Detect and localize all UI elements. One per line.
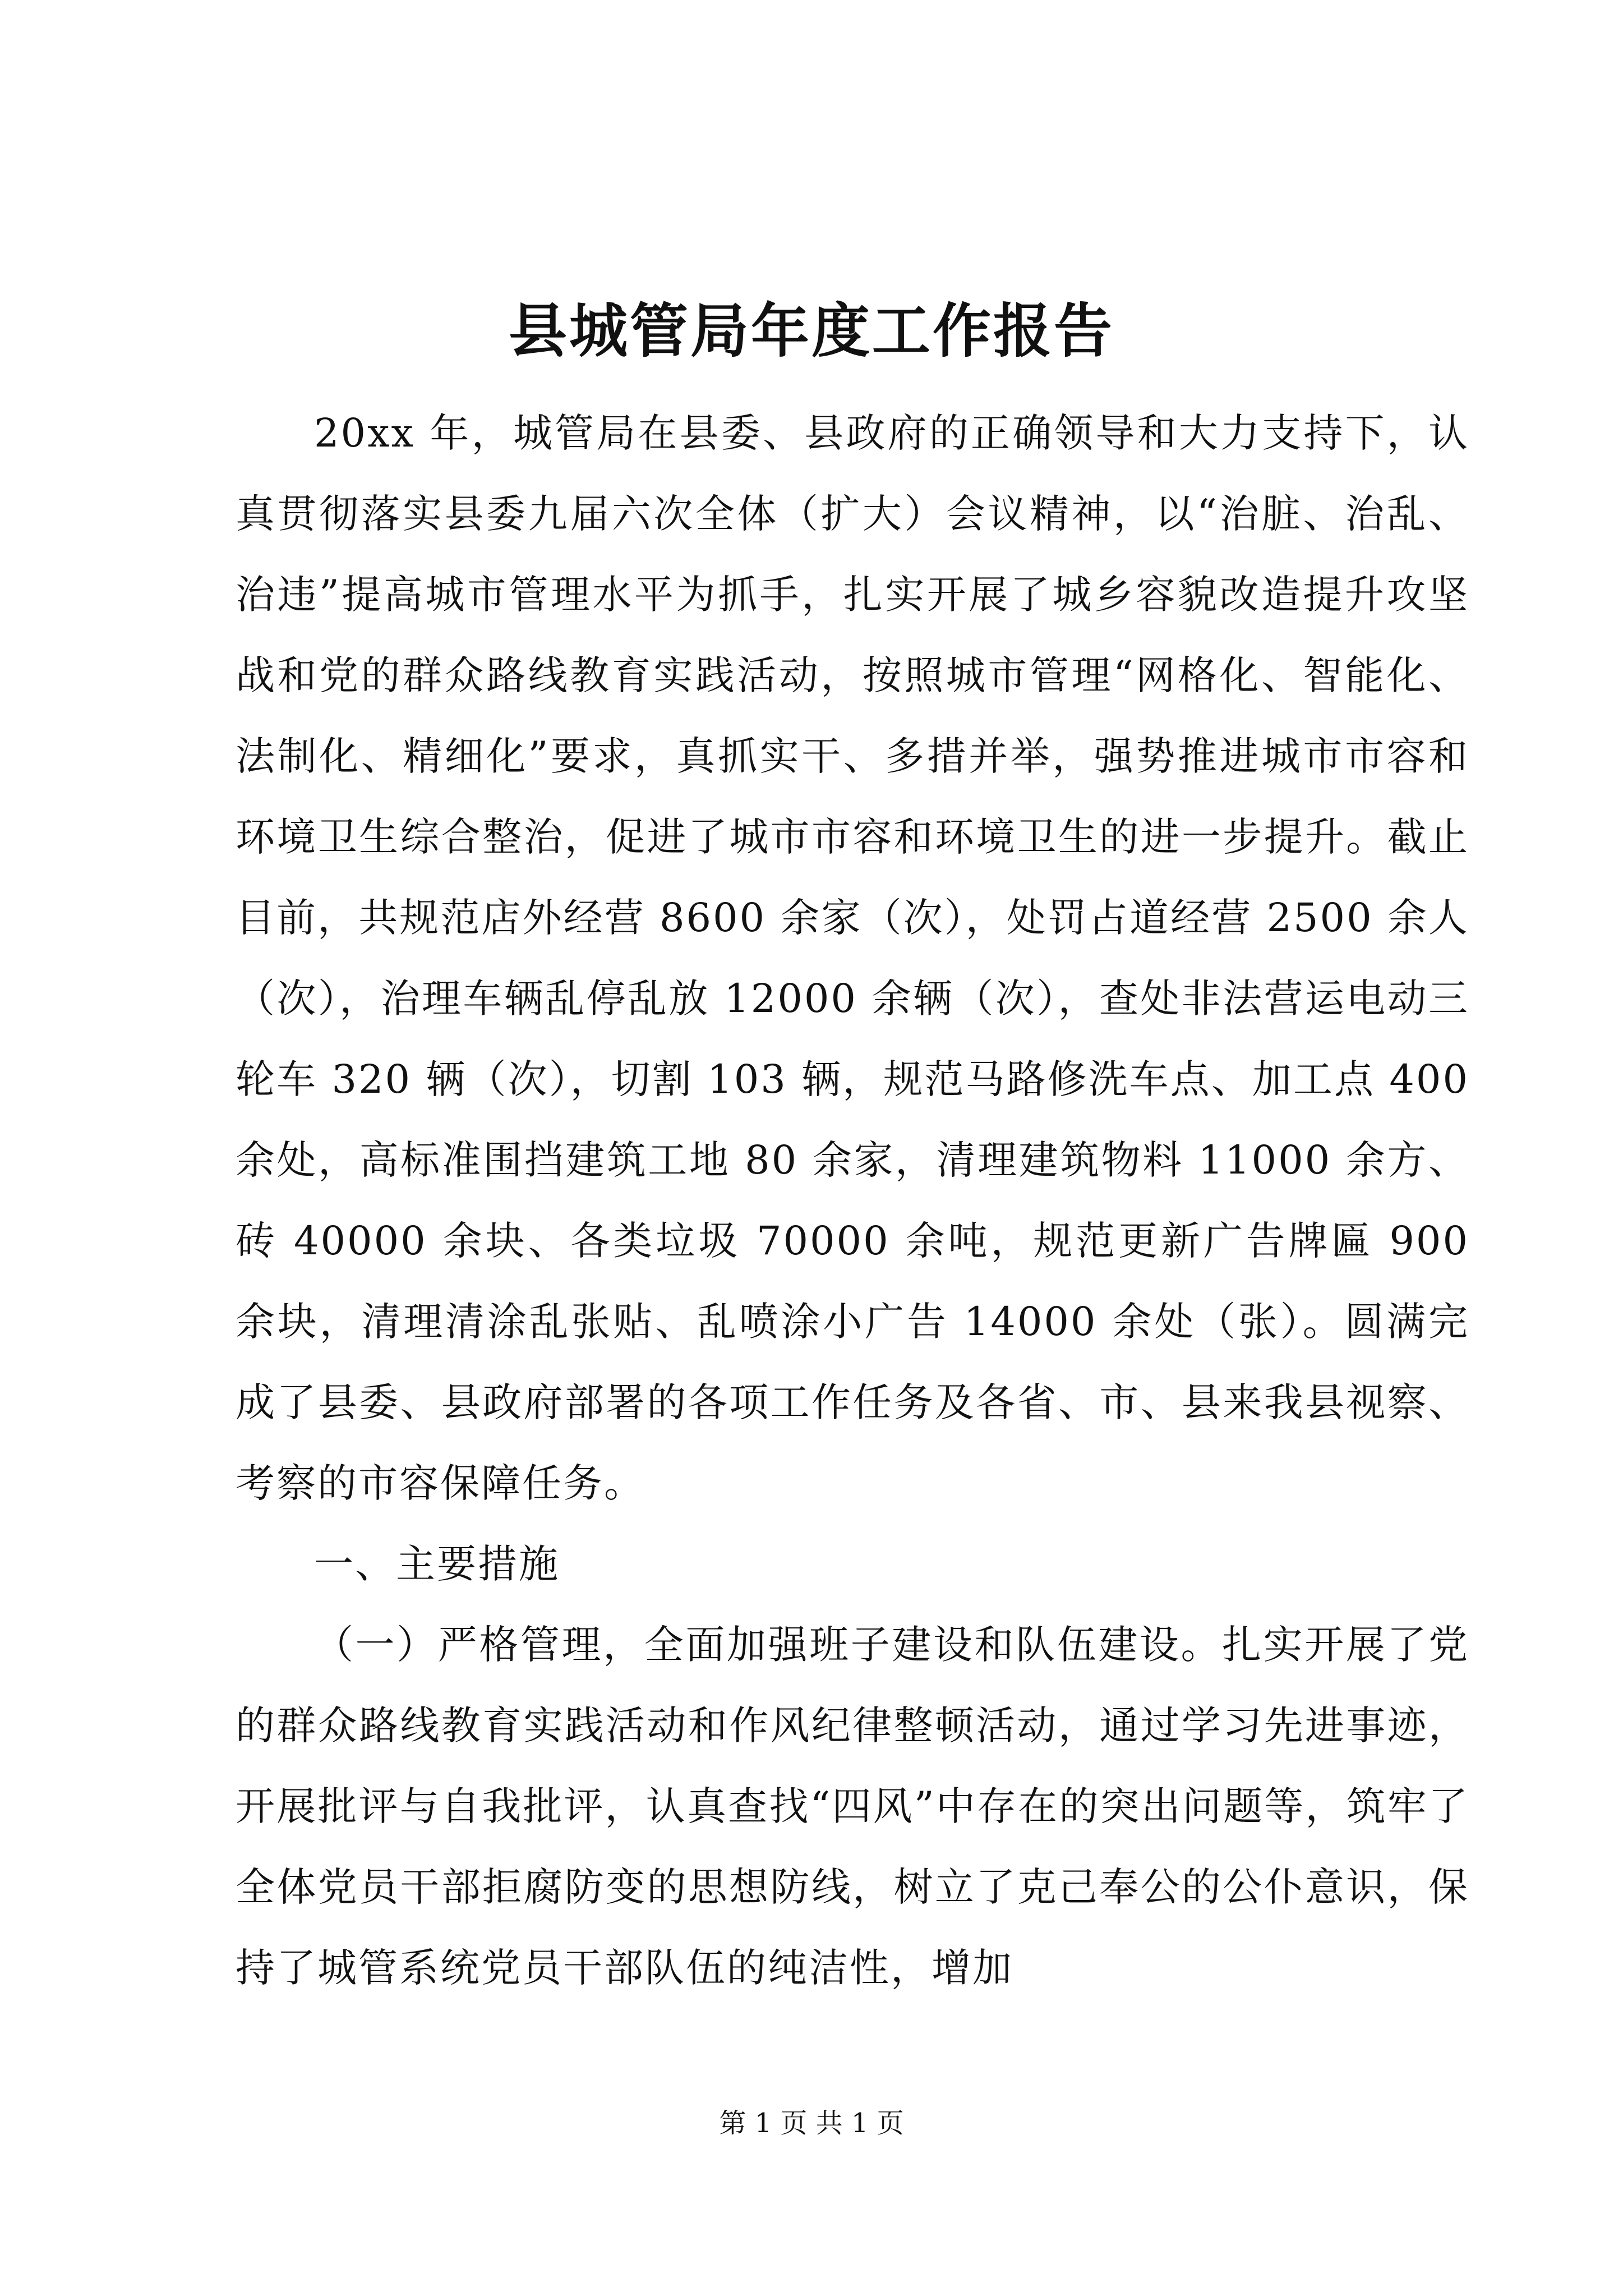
document-body: [236, 393, 1469, 2008]
document-title: 县城管局年度工作报告: [508, 296, 1114, 365]
body-paragraph-intro: 20xx 年，城管局在县委、县政府的正确领导和大力支持下，认真贯彻落实县委九届六次全体（扩大）会议精神，以“治脏、治乱、治违”提高城市管理水平为抓手，扎实开展了城乡容貌改造提升攻坚战和党的群众路线教育实践活动，按照城市管理“网格化、智能化、法制化、精细化”要求，真抓实干、多措并举，强势推进城市市容和环境卫生综合整治，促进了城市市容和环境卫生的进一步提升。截止目前，共规范店外经营 8600 余家（次），处罚占道经营 2500 余人（次），治理车辆乱停乱放 12000 余辆（次），查处非法营运电动三轮车 320 辆（次），切割 103 辆，规范马路修洗车点、加工点 400 余处，高标准围挡建筑工地 80 余家，清理建筑物料 11000 余方、砖 40000 余块、各类垃圾 70000 余吨，规范更新广告牌匾 900 余块，清理清涂乱张贴、乱喷涂小广告 14000 余处（张）。圆满完成了县委、县政府部署的各项工作任务及各省、市、县来我县视察、考察的市容保障任务。: [236, 410, 1469, 1506]
body-paragraph-section-1: （一）严格管理，全面加强班子建设和队伍建设。扎实开展了党的群众路线教育实践活动和作风纪律整顿活动，通过学习先进事迹，开展批评与自我批评，认真查找“四风”中存在的突出问题等，筑牢了全体党员干部拒腐防变的思想防线，树立了克己奉公的公仆意识，保持了城管系统党员干部队伍的纯洁性，增加: [236, 1622, 1469, 1991]
section-heading-main-measures: 一、主要措施: [314, 1541, 560, 1587]
page-footer: 第 1 页 共 1 页: [719, 2108, 904, 2139]
